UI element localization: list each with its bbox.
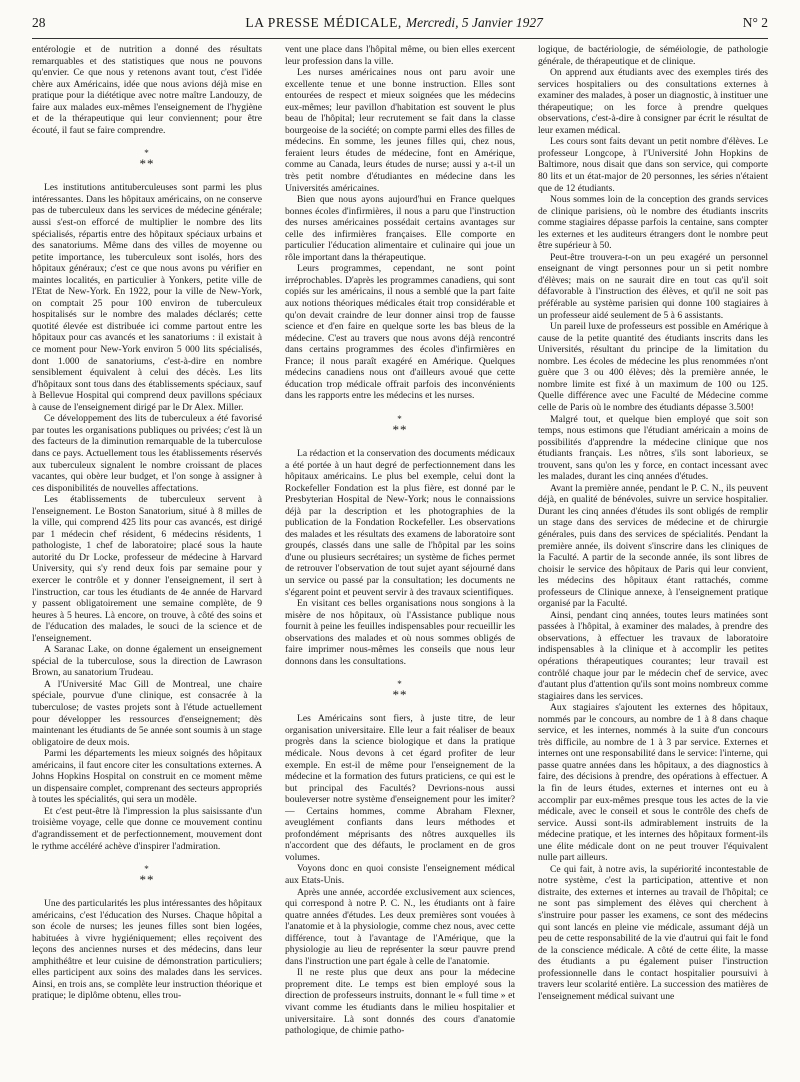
paragraph: Peut-être trouvera-t-on un peu exagéré un personnel enseignant de vingt personnes pour un si petit nombre d'élèves; mais on ne saurait dire en tout cas qu'il soit défavorable à l'instruction des élèves, et qu'il ne soit pas préférable au système parisien qui donne 100 stagiaires à un professeur aidé seulement de 5 à 6 assistants.	[538, 251, 768, 321]
paragraph: Il ne reste plus que deux ans pour la médecine proprement dite. Le temps est bien employé sous la direction de professeurs instruits, donnant le « full time » et vivant comme les étudiants dans le milieu hospitalier et universitaire. Là sont donnés des cours d'anatomie pathologique, de chimie patho-	[285, 967, 515, 1037]
paragraph: vent une place dans l'hôpital même, ou bien elles exercent leur profession dans la ville.	[285, 44, 515, 67]
section-separator: * **	[139, 148, 155, 172]
page-number: 28	[32, 15, 46, 30]
paragraph: entérologie et de nutrition a donné des résultats remarquables et des statistiques que nous ne pouvons qu'envier. Ce que nous y retenons avant tout, c'est l'idée chère aux Américains, idée que nous avions déjà mise en pratique pour la diététique avec notre maître Landouzy, de faire aux malades eux-mêmes l'enseignement de l'hygiène et de la thérapeutique qui leur conviennent; pour être écouté, il faut se faire comprendre.	[32, 44, 262, 136]
paragraph: Voyons donc en quoi consiste l'enseignement médical aux Etats-Unis.	[285, 863, 515, 886]
paragraph: Leurs programmes, cependant, ne sont point irréprochables. D'après les programmes canadiens, qui sont copiés sur les américains, il nous a semblé que la part faite aux notions théoriques médicales était trop considérable et qu'on devait craindre de leur donner ainsi trop de fausse science et d'en faire en quelque sorte les bas bleus de la médecine. C'est au travers que nous avons déjà rencontré dans certains programmes des écoles d'infirmières en France; il nous paraît exagéré en Amérique. Quelques médecins canadiens nous ont d'ailleurs avoué que cette éducation trop médicale offrait parfois des inconvénients dans les rapports entre les médecins et les nurses.	[285, 263, 515, 402]
issue-date: Mercredi, 5 Janvier 1927	[405, 15, 543, 30]
journal-title-line	[245, 15, 543, 31]
page-header	[32, 15, 768, 37]
paragraph: Les établissements de tuberculeux servent à l'enseignement. Le Boston Sanatorium, situé à 8 milles de la ville, qui comprend 425 lits pour cas avancés, est dirigé par 1 médecin chef résident, 6 médecins résidents, 1 pathologiste, 1 chef de laboratoire; placé sous la haute autorité du Dr Locke, professeur de médecine à Harvard University, qui s'y rend deux fois par semaine pour y exercer le contrôle et y donner l'enseignement, il sert à l'instruction, car tous les étudiants de 4e année de Harvard y passent obligatoirement une semaine complète, de 9 heures à 5 heures. Là encore, on trouve, à côté des soins et de l'éducation des malades, le souci de la science et de l'enseignement.	[32, 494, 262, 644]
paragraph: Nous sommes loin de la conception des grands services de clinique parisiens, où le nombre des étudiants inscrits comme stagiaires dépasse parfois la centaine, sans compter les externes et les auditeurs étrangers dont le nombre peut être supérieur à 50.	[538, 194, 768, 252]
paragraph: Ainsi, pendant cinq années, toutes leurs matinées sont passées à l'hôpital, à examiner des malades, à prendre des observations, à effectuer les travaux de laboratoire indispensables à la clinique et à accomplir les petites opérations thérapeutiques courantes; leur travail est contrôlé chaque jour par le médecin chef de service, avec d'autant plus d'attention qu'ils sont moins nombreux comme stagiaires dans les services.	[538, 609, 768, 702]
paragraph: logique, de bactériologie, de séméiologie, de pathologie générale, de thérapeutique et de clinique.	[538, 44, 768, 67]
issue-number: N° 2	[742, 15, 768, 30]
paragraph: La rédaction et la conservation des documents médicaux a été portée à un haut degré de perfectionnement dans les hôpitaux américains. Le plus bel exemple, celui dont la Rockefeller Fondation est la plus fière, est donné par le Presbyterian Hospital de New-York; nous le connaissions déjà par la description et les photographies de la publication de la Fondation Rockefeller. Les observations des malades et les résultats des examens de laboratoire sont groupés, classés dans une salle de l'hôpital par les soins d'une ou plusieurs secrétaires; un système de fiches permet de retrouver l'observation de tout sujet ayant séjourné dans un service ou passé par la consultation; les documents ne s'égarent point et peuvent servir à des travaux scientifiques.	[285, 447, 515, 598]
paragraph: Les institutions antituberculeuses sont parmi les plus intéressantes. Dans les hôpitaux américains, on ne conserve pas de tuberculeux dans les services de médecine générale; aussi s'est-on efforcé de multiplier le nombre des lits spécialisés, répartis entre des hôpitaux spéciaux urbains et des sanatoriums. Même dans des villes de moyenne ou petite importance, les tuberculeux sont isolés, hors des hôpitaux généraux; c'est ce que nous avons pu vérifier en maintes localités, en particulier à Yonkers, petite ville de l'Etat de New-York. En 1922, pour la ville de New-York, on comptait 25 pour 100 environ de tuberculeux hospitalisés sur le nombre des malades déclarés; cette quotité élevée est distribuée ici comme partout entre les hôpitaux pour cas avancés et les sanatoriums : il existait à ce moment pour New-York environ 5 000 lits spécialisés, dont 1.000 de sanatoriums, c'est-à-dire en nombre sensiblement équivalent à celui des décès. Les lits d'hôpitaux sont tous dans des établissements spéciaux, sauf à Bellevue Hospital qui comprend deux pavillons spéciaux à cause de l'enseignement dirigé par le Dr Alex. Miller.	[32, 182, 262, 413]
paragraph: A Saranac Lake, on donne également un enseignement spécial de la tuberculose, sous la direction de Lawrason Brown, au sanatorium Trudeau.	[32, 644, 262, 679]
header-rule	[32, 38, 768, 39]
column-3	[538, 44, 768, 1070]
paragraph: Les nurses américaines nous ont paru avoir une excellente tenue et une bonne instruction. Elles sont entourées de respect et mieux soignées que les médecins eux-mêmes; leur pavillon d'habitation est souvent le plus beau de l'hôpital; leur recrutement se fait dans la classe bourgeoise de la société; on compte parmi elles des filles de médecins. En somme, les jeunes filles qui, chez nous, feraient leurs études de médecine, font en Amérique, comme au Canada, leurs études de nurse; aussi y a-t-il un très petit nombre d'étudiantes en médecine dans les Universités américaines.	[285, 67, 515, 194]
column-2	[285, 44, 515, 1070]
paragraph: Les Américains sont fiers, à juste titre, de leur organisation universitaire. Elle leur a fait réaliser de beaux progrès dans la science biologique et dans la pratique médicale. Nous devons à cet égard profiter de leur exemple. En est-il de même pour l'enseignement de la médecine et la formation des futurs praticiens, ce qui est le but principal des Facultés? Devrions-nous aussi bouleverser notre système d'enseignement pour les imiter? — Certains hommes, comme Abraham Flexner, aveuglément confiants dans leurs méthodes et profondément méprisants des nôtres auxquelles ils n'accordent que des défauts, le proclament en de gros volumes.	[285, 713, 515, 863]
paragraph: En visitant ces belles organisations nous songions à la misère de nos hôpitaux, où l'Assistance publique nous fournit à peine les feuilles indispensables pour recueillir les observations des malades et où nous sommes obligés de faire imprimer nous-mêmes les conseils que nous leur donnons dans les consultations.	[285, 598, 515, 667]
paragraph: Bien que nous ayons aujourd'hui en France quelques bonnes écoles d'infirmières, il nous a paru que l'instruction des nurses américaines possédait certains avantages sur celle des infirmières françaises. Elle comporte en particulier l'éducation alimentaire et culinaire qui joue un rôle important dans la thérapeutique.	[285, 194, 515, 263]
paragraph: Aux stagiaires s'ajoutent les externes des hôpitaux, nommés par le concours, au nombre de 1 à 8 dans chaque service, et les internes, nommés à la suite d'un concours très difficile, au nombre de 1 à 3 par service. Externes et internes ont une responsabilité dans le service: l'interne, qui passe quatre années dans les hôpitaux, a des diagnostics à faire, des décisions à prendre, des opérations à effectuer. A la fin de leurs études, externes et internes ont eu à accomplir par eux-mêmes presque tous les actes de la vie médicale, avec le conseil et sous le contrôle des chefs de service. Aussi sont-ils admirablement instruits de la médecine pratique, et les internes des hôpitaux forment-ils une élite médicale dont on ne peut trouver l'équivalent nulle part ailleurs.	[538, 702, 768, 864]
paragraph: Ce qui fait, à notre avis, la supériorité incontestable de notre système, c'est la participation, attentive et non distraite, des externes et internes au travail de l'hôpital; ce ne sont pas simplement des élèves qui cherchent à s'instruire pour passer les examens, ce sont des médecins qui sont lancés en pleine vie médicale, assumant déjà un peu de cette responsabilité de la vie d'autrui qui fait le fond de la conscience médicale. A côté de cette élite, la masse des étudiants a pu également puiser l'instruction professionnelle dans le contact hospitalier poursuivi à travers leur scolarité entière. La succession des matières de l'enseignement médical suivant une	[538, 863, 768, 1002]
paragraph: Avant la première année, pendant le P. C. N., ils peuvent déjà, en qualité de bénévoles, suivre un service hospitalier. Durant les cinq années d'études ils sont obligés de remplir un stage dans des services de médecine et de chirurgie générales, puis dans des services de spécialités. Pendant la première année, ils doivent s'inscrire dans les cliniques de la Faculté. A partir de la seconde année, ils sont libres de choisir le service des hôpitaux de Paris qui leur convient, les médecins des hôpitaux étant rattachés, comme professeurs de Clinique annexe, à l'enseignement pratique organisé par la Faculté.	[538, 482, 768, 610]
paragraph: Une des particularités les plus intéressantes des hôpitaux américains, c'est l'éducation des Nurses. Chaque hôpital a son école de nurses; les jeunes filles sont bien logées, habituées à vivre hygiéniquement; elles reçoivent des leçons des anciennes nurses et des médecins, dans leur amphithéâtre et leur cuisine de démonstration particuliers; elles participent aux soins des malades dans les services. Ainsi, en trois ans, se complète leur instruction théorique et pratique; le diplôme obtenu, elles trou-	[32, 898, 262, 1002]
column-1	[32, 44, 262, 1070]
section-separator: * **	[139, 864, 155, 888]
paragraph: On apprend aux étudiants avec des exemples tirés des services hospitaliers ou des consultations externes à examiner des malades, à poser un diagnostic, à instituer une thérapeutique; on les force à prendre quelques observations, c'est-à-dire à consigner par écrit le résultat de leur examen médical.	[538, 67, 768, 136]
paragraph: Parmi les départements les mieux soignés des hôpitaux américains, il faut encore citer les consultations externes. A Johns Hopkins Hospital on construit en ce moment même un dispensaire complet, comprenant des secteurs appropriés à toutes les spécialités, qui sera un modèle.	[32, 748, 262, 806]
paragraph: Ce développement des lits de tuberculeux a été favorisé par toutes les organisations publiques ou privées; c'est là un des facteurs de la diminution remarquable de la tuberculose dans ce pays. Actuellement tous les établissements réservés aux tuberculeux signalent le nombre croissant de places vacantes, qui obère leur budget, et l'on songe à assigner à ces disponibilités de nouvelles affectations.	[32, 413, 262, 494]
paragraph: Malgré tout, et quelque bien employé que soit son temps, nous estimons que l'étudiant américain a moins de possibilités d'apprendre la médecine clinique que nos étudiants français. Les nôtres, s'ils sont laborieux, se trouvent, sans qu'on les y force, en contact incessant avec les malades, durant les cinq années d'études.	[538, 413, 768, 483]
paragraph: Les cours sont faits devant un petit nombre d'élèves. Le professeur Longcope, à l'Université John Hopkins de Baltimore, nous disait que dans son service, qui comporte 80 lits et un état-major de 20 personnes, les séries n'étaient que de 12 étudiants.	[538, 136, 768, 194]
paragraph: Un pareil luxe de professeurs est possible en Amérique à cause de la petite quantité des étudiants inscrits dans les Universités, résultant du principe de la limitation du nombre. Les écoles de médecine les plus renommées n'ont guère que 3 ou 400 élèves; dès la première année, le nombre limite est fixé à un maximum de 100 ou 125. Quelle différence avec une Faculté de Médecine comme celle de Paris où le nombre des étudiants dépasse 3.500!	[538, 321, 768, 413]
section-separator: * **	[392, 413, 408, 437]
paragraph: A l'Université Mac Gill de Montreal, une chaire spéciale, pourvue d'une clinique, est consacrée à la tuberculose; de vastes projets sont à l'étude actuellement pour développer les ressources d'enseignement; dès maintenant les étudiants de 5e année sont soumis à un stage obligatoire de deux mois.	[32, 678, 262, 748]
journal-title: LA PRESSE MÉDICALE,	[245, 15, 402, 30]
paragraph: Après une année, accordée exclusivement aux sciences, qui correspond à notre P. C. N., les étudiants ont à faire quatre années d'études. Les deux premières sont vouées à l'anatomie et à la physiologie, comme chez nous, avec cette différence, tout à l'avantage de l'Amérique, que la physiologie au lieu de représenter la sœur pauvre prend dans l'instruction une part égale à celle de l'anatomie.	[285, 886, 515, 967]
paragraph: Et c'est peut-être là l'impression la plus saisissante d'un troisième voyage, celle que donne ce mouvement continu d'agrandissement et de perfectionnement, mouvement dont le rythme accéléré achève d'inspirer l'admiration.	[32, 805, 262, 852]
section-separator: * **	[392, 679, 408, 703]
